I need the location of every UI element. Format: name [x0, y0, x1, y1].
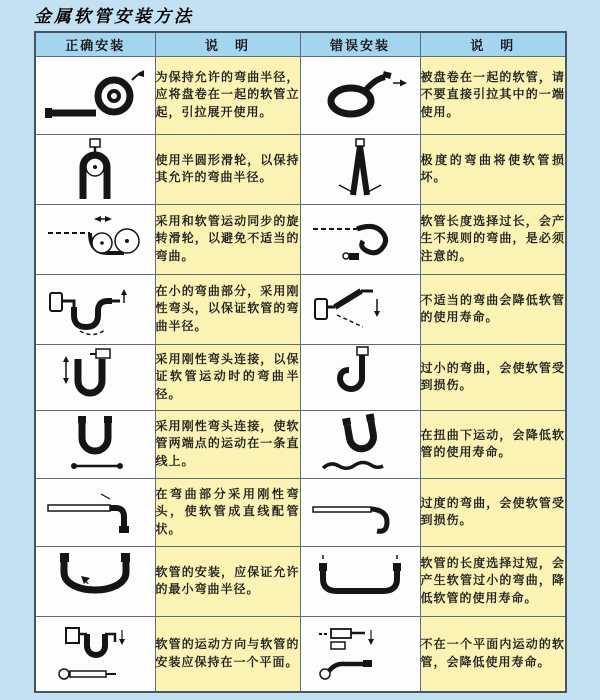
wrong-image-cell	[300, 616, 420, 692]
table-row	[35, 274, 566, 344]
table-row	[35, 478, 566, 546]
excessive-corner-bend-icon	[305, 480, 415, 544]
wrong-desc-cell: 软管的长度选择过短，会产生软管过小的弯曲，降低软管的使用寿命。	[420, 546, 566, 616]
synchronized-rotating-pulleys-icon	[40, 207, 150, 271]
wrong-desc-cell: 不在一个平面内运动的软管，会降低使用寿命。	[420, 616, 566, 692]
wrong-desc-cell: 过度的弯曲，会使软管受到损伤。	[420, 478, 566, 546]
coiled-hose-end-pulled-icon	[305, 63, 415, 127]
table-row	[35, 134, 566, 204]
correct-image-cell	[35, 344, 155, 410]
correct-image-cell	[35, 616, 155, 692]
correct-desc-cell: 使用半圆形滑轮，以保持其允许的弯曲半径。	[155, 134, 300, 204]
coiled-hose-stood-up-icon	[40, 63, 150, 127]
wrong-image-cell	[300, 274, 420, 344]
header-row	[35, 32, 566, 56]
straight-piping-with-elbow-icon	[40, 480, 150, 544]
wrong-image-cell	[300, 546, 420, 616]
correct-image-cell	[35, 410, 155, 478]
overlong-hose-irregular-bend-icon	[305, 207, 415, 271]
wrong-image-cell	[300, 478, 420, 546]
correct-image-cell	[35, 546, 155, 616]
wrong-desc-cell: 过小的弯曲，会使软管受到损伤。	[420, 344, 566, 410]
wrong-image-cell	[300, 204, 420, 274]
rigid-elbow-small-bend-icon	[40, 277, 150, 341]
wrong-image-cell	[300, 344, 420, 410]
table-row	[35, 204, 566, 274]
header-wrong-install: 错误安装	[300, 32, 420, 56]
correct-image-cell	[35, 134, 155, 204]
wrong-image-cell	[300, 410, 420, 478]
correct-image-cell	[35, 56, 155, 134]
straight-line-endpoint-motion-icon	[40, 412, 150, 476]
table-row	[35, 410, 566, 478]
wrong-image-cell	[300, 134, 420, 204]
wrong-desc-cell: 在扭曲下运动，会降低软管的使用寿命。	[420, 410, 566, 478]
header-correct-install: 正确安装	[35, 32, 155, 56]
twisted-motion-icon	[305, 412, 415, 476]
out-of-plane-motion-icon	[305, 622, 415, 686]
correct-desc-cell: 软管的运动方向与软管的安装应保持在一个平面。	[155, 616, 300, 692]
table-row	[35, 344, 566, 410]
table-row	[35, 546, 566, 616]
rigid-elbow-connection-icon	[40, 345, 150, 409]
page-title: 金属软管安装方法	[34, 7, 194, 27]
single-plane-motion-icon	[40, 622, 150, 686]
header-wrong-description: 说 明	[420, 32, 566, 56]
wrong-desc-cell: 软管长度选择过长，会产生不规则的弯曲，是必须注意的。	[420, 204, 566, 274]
overshort-hose-icon	[305, 549, 415, 613]
wrong-image-cell	[300, 56, 420, 134]
correct-desc-cell: 在小的弯曲部分，采用刚性弯头，以保证软管的弯曲半径。	[155, 274, 300, 344]
correct-image-cell	[35, 204, 155, 274]
correct-desc-cell: 软管的安装，应保证允许的最小弯曲半径。	[155, 546, 300, 616]
too-small-bend-icon	[305, 345, 415, 409]
correct-image-cell	[35, 274, 155, 344]
correct-image-cell	[35, 478, 155, 546]
correct-desc-cell: 在弯曲部分采用刚性弯头，使软管成直线配管状。	[155, 478, 300, 546]
minimum-bend-radius-u-icon	[40, 549, 150, 613]
improper-bend-icon	[305, 277, 415, 341]
correct-desc-cell: 采用刚性弯头连接，使软管两端点的运动在一条直线上。	[155, 410, 300, 478]
table-row	[35, 616, 566, 692]
header-correct-description: 说 明	[155, 32, 300, 56]
correct-desc-cell: 采用刚性弯头连接，以保证软管运动时的弯曲半径。	[155, 344, 300, 410]
semicircular-pulley-icon	[40, 137, 150, 201]
correct-desc-cell: 为保持允许的弯曲半径，应将盘卷在一起的软管立起，引拉展开使用。	[155, 56, 300, 134]
wrong-desc-cell: 不适当的弯曲会降低软管的使用寿命。	[420, 274, 566, 344]
installation-table	[34, 31, 567, 693]
wrong-desc-cell: 被盘卷在一起的软管，请不要直接引拉其中的一端使用。	[420, 56, 566, 134]
wrong-desc-cell: 极度的弯曲将使软管损坏。	[420, 134, 566, 204]
correct-desc-cell: 采用和软管运动同步的旋转滑轮，以避免不适当的弯曲。	[155, 204, 300, 274]
extreme-sharp-bend-icon	[305, 137, 415, 201]
table-row	[35, 56, 566, 134]
